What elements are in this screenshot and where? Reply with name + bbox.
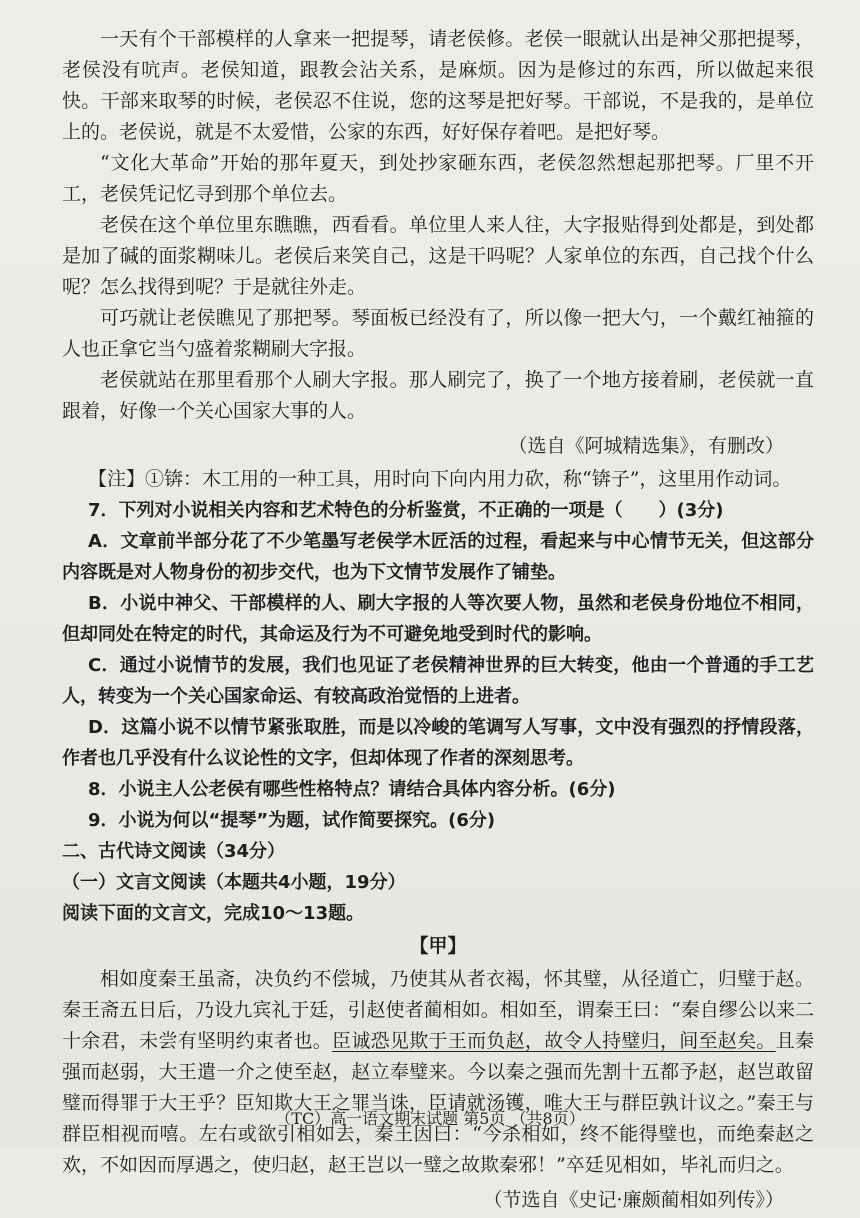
classical-source: （节选自《史记·廉颇蔺相如列传》） — [483, 1189, 784, 1211]
story-paragraph: 老侯在这个单位里东瞧瞧，西看看。单位里人来人往，大字报贴得到处都是，到处都是加了碱的面浆糊味儿。老侯后来笑自己，这是干吗呢？人家单位的东西，自己找个什么呢？怎么找得到呢？于是就往外走。 — [62, 214, 814, 298]
story-source: （选自《阿城精选集》，有删改） — [508, 435, 784, 457]
question-8: 8．小说主人公老侯有哪些性格特点？请结合具体内容分析。(6分) — [88, 779, 616, 800]
story-paragraph: 老侯就站在那里看那个人刷大字报。那人刷完了，换了一个地方接着刷，老侯就一直跟着，好像一个关心国家大事的人。 — [62, 369, 814, 422]
classical-text: 相如度秦王虽斋，决负约不偿城，乃使其从者衣褐，怀其璧，从径道亡，归璧于赵。秦王斋五日后，乃设九宾礼于廷，引赵使者蔺相如。相如至，谓秦王曰：“秦自缪公以来二十余君，未尝有坚明约束者也。 — [62, 968, 814, 1052]
story-paragraph: 可巧就让老侯瞧见了那把琴。琴面板已经没有了，所以像一把大勺，一个戴红袖箍的人也正拿它当勺盛着浆糊刷大字报。 — [62, 307, 814, 360]
page-footer: （TC）高一语文期末试题 第5页 （共8页） — [275, 1109, 585, 1128]
page-text — [62, 24, 814, 1218]
note: 【注】①锛：木工用的一种工具，用时向下向内用力砍，称“锛子”，这里用作动词。 — [88, 468, 792, 490]
classical-passage — [62, 964, 814, 1181]
option-d: D．这篇小说不以情节紧张取胜，而是以冷峻的笔调写人写事，文中没有强烈的抒情段落，作者也几乎没有什么议论性的文字，但却体现了作者的深刻思考。 — [62, 717, 814, 769]
classical-text: 且秦强而赵弱，大王遣一介之使至赵，赵立奉璧来。今以秦之强而先割十五都予赵，赵岂敢留璧而得罪于大王乎？臣知欺大王之罪当诛，臣请就汤镬，唯大王与群臣孰计议之。”秦王与群臣相视而嘻。左右或欲引相如去，秦王因曰：“今杀相如，终不能得璧也，而绝秦赵之欢，不如因而厚遇之，使归赵，赵王岂以一璧之故欺秦邪！”卒廷见相如，毕礼而归之。 — [62, 1030, 814, 1176]
underlined-sentence: 臣诚恐见欺于王而负赵，故令人持璧归，间至赵矣。 — [332, 1030, 776, 1052]
option-a: A．文章前半部分花了不少笔墨写老侯学木匠活的过程，看起来与中心情节无关，但这部分内容既是对人物身份的初步交代，也为下文情节发展作了铺垫。 — [62, 531, 814, 583]
story-paragraph: 一天有个干部模样的人拿来一把提琴，请老侯修。老侯一眼就认出是神父那把提琴，老侯没有吭声。老侯知道，跟教会沾关系，是麻烦。因为是修过的东西，所以做起来很快。干部来取琴的时候，老侯忍不住说，您的这琴是把好琴。干部说，不是我的，是单位上的。老侯说，就是不太爱惜，公家的东西，好好保存着吧。是把好琴。 — [62, 28, 814, 143]
option-b: B．小说中神父、干部模样的人、刷大字报的人等次要人物，虽然和老侯身份地位不相同，但却同处在特定的时代，其命运及行为不可避免地受到时代的影响。 — [62, 593, 814, 645]
instruction: 阅读下面的文言文，完成10～13题。 — [62, 903, 365, 924]
passage-label: 【甲】 — [409, 935, 467, 957]
section-heading: 二、古代诗文阅读（34分） — [62, 841, 286, 862]
question-9: 9．小说为何以“提琴”为题，试作简要探究。(6分) — [88, 810, 496, 831]
question-7: 7．下列对小说相关内容和艺术特色的分析鉴赏，不正确的一项是（ ）(3分) — [88, 500, 724, 521]
subsection-heading: （一）文言文阅读（本题共4小题，19分） — [62, 872, 406, 893]
story-paragraph: “文化大革命”开始的那年夏天，到处抄家砸东西，老侯忽然想起那把琴。厂里不开工，老侯凭记忆寻到那个单位去。 — [62, 152, 814, 205]
option-c: C．通过小说情节的发展，我们也见证了老侯精神世界的巨大转变，他由一个普通的手工艺人，转变为一个关心国家命运、有较高政治觉悟的上进者。 — [62, 655, 814, 707]
